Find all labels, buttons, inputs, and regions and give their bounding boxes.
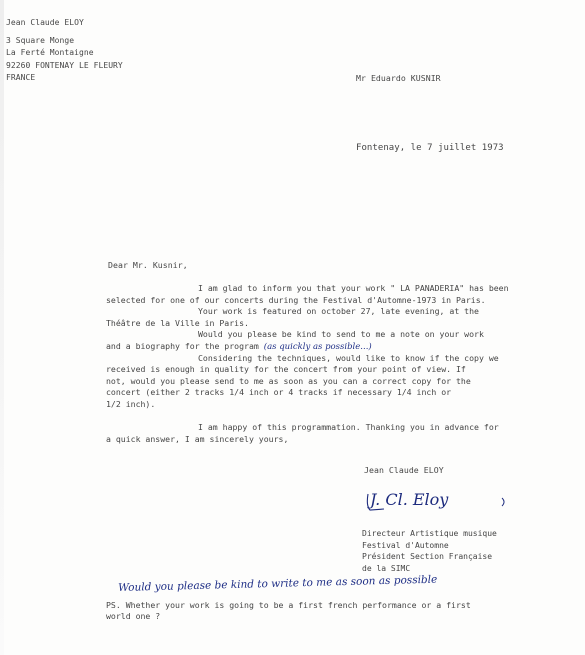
sender-street: 3 Square Monge	[6, 36, 75, 45]
salutation: Dear Mr. Kusnir,	[108, 260, 188, 270]
body-line: not, would you please send to me as soon as you can a correct copy for the	[106, 375, 471, 386]
ps-line: world one ?	[106, 611, 161, 621]
sender-name: Jean Claude ELOY	[6, 18, 84, 27]
body-line: Would you please be kind to send to me a note on your work	[198, 329, 484, 340]
ps-line: PS. Whether your work is going to be a first french performance or a first	[106, 600, 471, 610]
body-line: received is enough in quality for the concert from your point of view. If	[106, 364, 466, 375]
title-line: Président Section Française	[362, 552, 493, 561]
page-edge-shadow	[0, 0, 4, 655]
body-line: I am happy of this programmation. Thanking you in advance for	[198, 422, 499, 433]
body-line: Théâtre de la Ville in Paris.	[106, 317, 249, 328]
body-line	[106, 411, 576, 423]
sender-area: La Ferté Montaigne	[6, 48, 94, 57]
body-line: I am glad to inform you that your work " LA PANADERIA" has been	[198, 283, 509, 293]
recipient-name: Mr Eduardo KUSNIR	[356, 73, 441, 83]
body-line: 1/2 inch).	[106, 398, 156, 409]
title-line: Festival d'Automne	[362, 540, 449, 550]
body-line: a quick answer, I am sincerely yours,	[106, 433, 289, 444]
title-line: de la SIMC	[362, 563, 411, 573]
body-line-text: and a biography for the program	[106, 340, 259, 351]
postscript	[106, 600, 576, 622]
sender-city: 92260 FONTENAY LE FLEURY	[6, 61, 123, 70]
body-line: Considering the techniques, would like to know if the copy we	[198, 352, 499, 363]
signature	[364, 486, 514, 516]
signature-text: J. Cl. Eloy	[370, 490, 449, 509]
place-date: Fontenay, le 7 juillet 1973	[356, 143, 504, 153]
signature-flourish	[364, 486, 514, 516]
handwritten-note-quickly: (as quickly as possible...)	[263, 341, 372, 352]
body-line: Your work is featured on october 27, late evening, at the	[198, 306, 479, 317]
title-line: Directeur Artistique musique	[362, 529, 497, 538]
letter-body	[106, 283, 576, 445]
signatory-titles	[362, 528, 497, 574]
body-line: selected for one of our concerts during the Festival d'Automne-1973 in Paris.	[106, 294, 486, 305]
body-line	[106, 341, 576, 353]
closing-name: Jean Claude ELOY	[364, 465, 444, 475]
body-line: concert (either 2 tracks 1/4 inch or 4 tracks if necessary 1/4 inch or	[106, 387, 452, 398]
handwritten-note-request: Would you please be kind to write to me as soon as possible	[118, 573, 438, 594]
sender-country: FRANCE	[6, 73, 36, 82]
